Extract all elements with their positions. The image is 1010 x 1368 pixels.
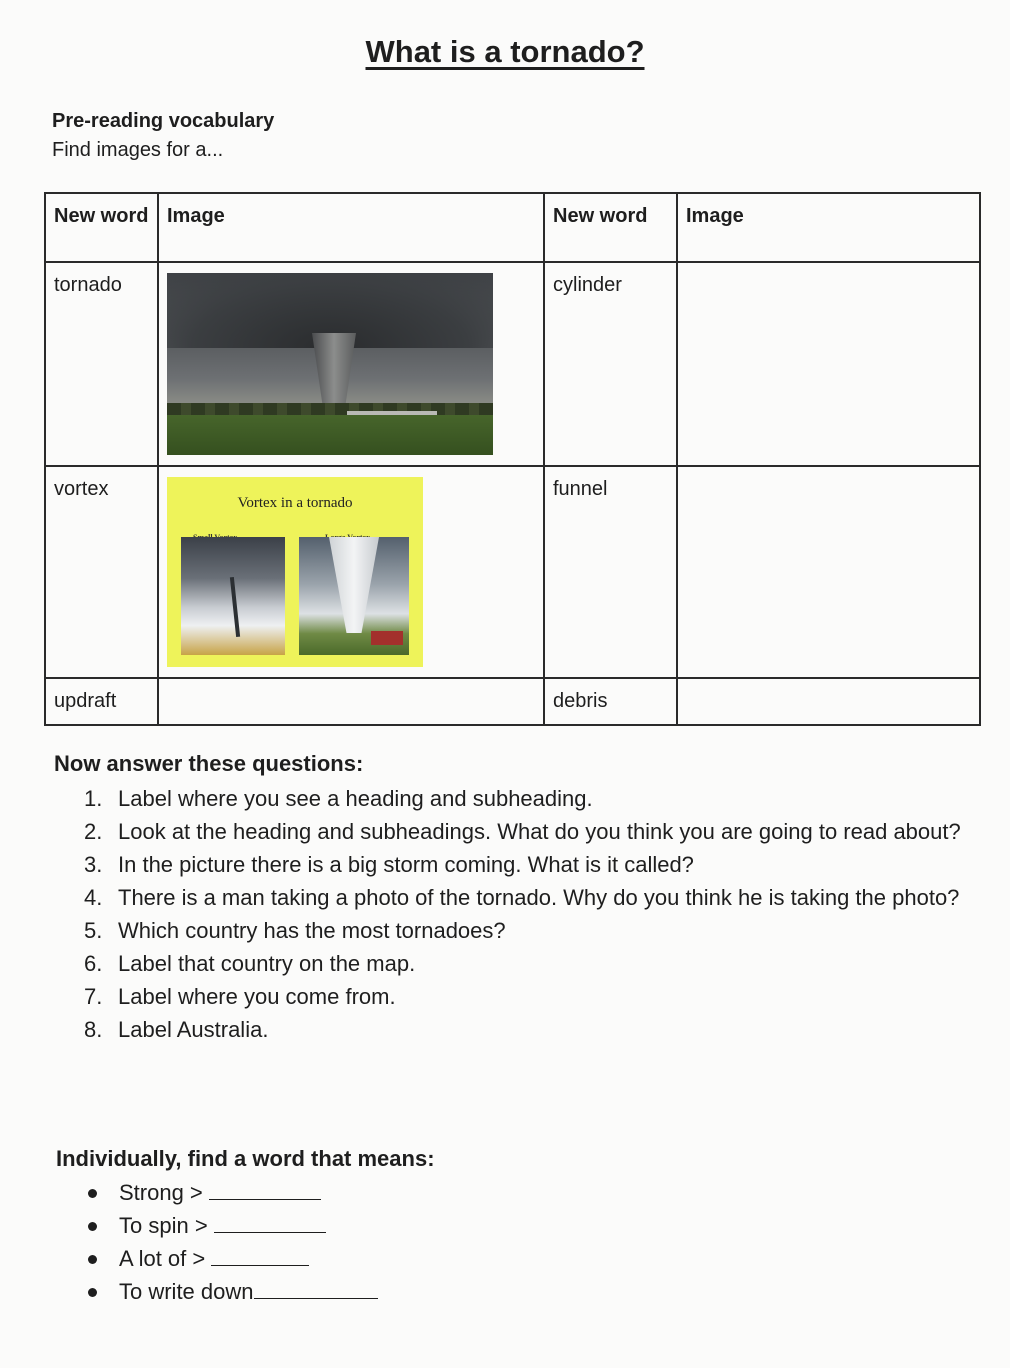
list-item <box>84 947 998 980</box>
question-number: 7. <box>84 984 103 1009</box>
vortex-diagram-image <box>167 477 423 667</box>
question-number: 8. <box>84 1017 103 1042</box>
list-item <box>84 782 998 815</box>
question-text: Which country has the most tornadoes? <box>118 918 506 943</box>
questions-list <box>78 782 998 1046</box>
large-vortex-photo <box>299 537 409 655</box>
answer-blank[interactable] <box>254 1276 378 1299</box>
small-vortex-photo <box>181 537 285 655</box>
individual-heading: Individually, find a word that means: <box>56 1146 435 1171</box>
word-cell: cylinder <box>544 262 677 466</box>
word-cell: vortex <box>45 466 158 678</box>
list-item <box>88 1242 378 1275</box>
question-number: 2. <box>84 819 103 844</box>
prompt-text: To write down <box>119 1279 254 1304</box>
question-number: 5. <box>84 918 103 943</box>
list-item <box>88 1275 378 1308</box>
list-item <box>84 815 998 848</box>
question-text: Look at the heading and subheadings. What do you think you are going to read about? <box>118 819 961 844</box>
list-item <box>88 1209 378 1242</box>
list-item <box>84 848 998 881</box>
word-meaning-list <box>88 1176 378 1308</box>
image-cell <box>158 262 544 466</box>
empty-image-cell[interactable] <box>158 678 544 725</box>
prompt-text: To spin > <box>119 1213 208 1238</box>
prompt-text: Strong > <box>119 1180 203 1205</box>
answer-blank[interactable] <box>214 1210 326 1233</box>
pre-reading-instruction: Find images for a... <box>52 139 224 161</box>
questions-heading: Now answer these questions: <box>54 751 364 776</box>
question-number: 3. <box>84 852 103 877</box>
question-number: 6. <box>84 951 103 976</box>
question-text: There is a man taking a photo of the tornado. Why do you think he is taking the photo? <box>118 885 960 910</box>
answer-blank[interactable] <box>211 1243 309 1266</box>
table-row <box>45 262 980 466</box>
question-number: 1. <box>84 786 103 811</box>
empty-image-cell[interactable] <box>677 678 980 725</box>
vocabulary-table <box>44 192 981 726</box>
vortex-image-title: Vortex in a tornado <box>237 495 353 511</box>
table-header-row <box>45 193 980 262</box>
page-title: What is a tornado? <box>365 34 645 69</box>
pre-reading-heading: Pre-reading vocabulary <box>52 110 275 132</box>
word-cell: updraft <box>45 678 158 725</box>
word-cell: tornado <box>45 262 158 466</box>
image-cell <box>158 466 544 678</box>
answer-blank[interactable] <box>209 1177 321 1200</box>
list-item <box>88 1176 378 1209</box>
question-text: Label where you come from. <box>118 984 396 1009</box>
question-text: In the picture there is a big storm coming. What is it called? <box>118 852 694 877</box>
empty-image-cell[interactable] <box>677 466 980 678</box>
header-image-right: Image <box>677 193 980 262</box>
prompt-text: A lot of > <box>119 1246 206 1271</box>
table-row <box>45 466 980 678</box>
tornado-photo <box>167 273 493 455</box>
list-item <box>84 914 998 947</box>
question-text: Label where you see a heading and subheading. <box>118 786 593 811</box>
header-new-word-right: New word <box>544 193 677 262</box>
header-image-left: Image <box>158 193 544 262</box>
table-row <box>45 678 980 725</box>
word-cell: debris <box>544 678 677 725</box>
empty-image-cell[interactable] <box>677 262 980 466</box>
question-text: Label that country on the map. <box>118 951 416 976</box>
question-text: Label Australia. <box>118 1017 269 1042</box>
question-number: 4. <box>84 885 103 910</box>
list-item <box>84 980 998 1013</box>
list-item <box>84 881 998 914</box>
header-new-word-left: New word <box>45 193 158 262</box>
word-cell: funnel <box>544 466 677 678</box>
list-item <box>84 1013 998 1046</box>
